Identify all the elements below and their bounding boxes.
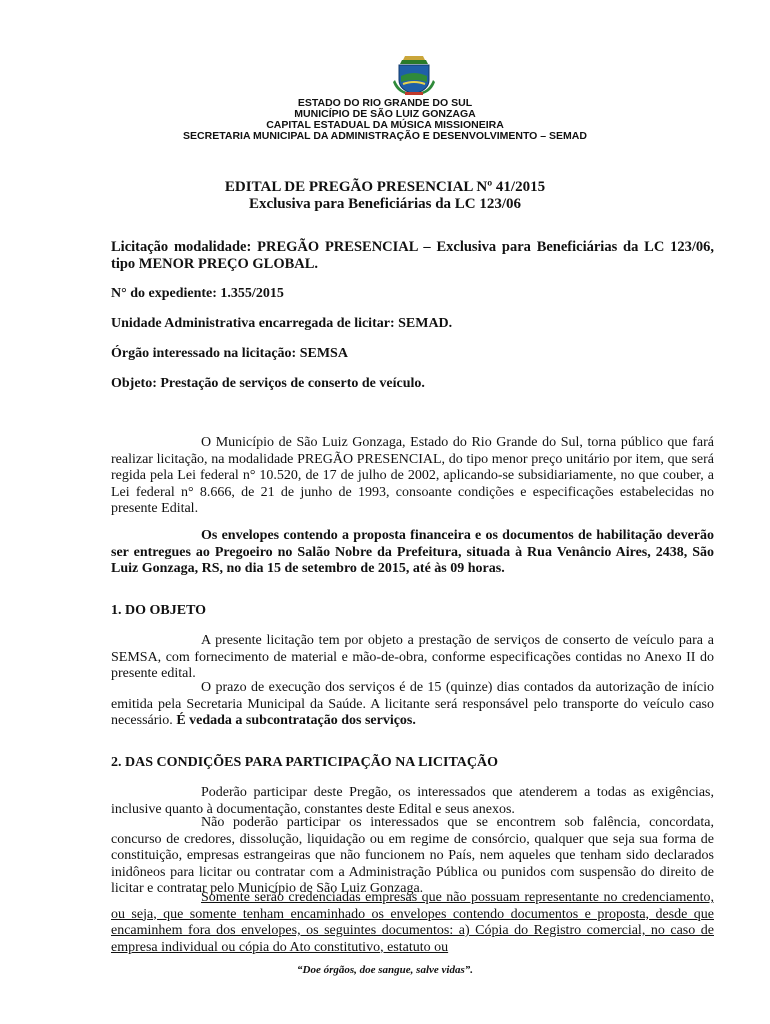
header-state: ESTADO DO RIO GRANDE DO SUL — [297, 97, 473, 109]
header-capital: CAPITAL ESTADUAL DA MÚSICA MISSIONEIRA — [266, 119, 504, 131]
field-objeto: Objeto: Prestação de serviços de conserto de veículo. — [111, 376, 425, 391]
section-2-paragraph-1: Poderão participar deste Pregão, os interessados que atenderem a todas as exigências, inclusive quanto à documentação, constantes deste Edital e seus anexos. — [111, 785, 714, 817]
section-1-paragraph-2 — [111, 680, 714, 730]
subcontracting-notice: É vedada a subcontratação dos serviços. — [176, 713, 416, 728]
header-municipality: MUNICÍPIO DE SÃO LUIZ GONZAGA — [294, 108, 476, 120]
field-orgao: Órgão interessado na licitação: SEMSA — [111, 346, 348, 361]
intro-envelopes-paragraph: Os envelopes contendo a proposta financeira e os documentos de habilitação deverão ser entregues ao Pregoeiro no Salão Nobre da Prefeitura, situada à Rua Venâncio Aires, 2438, São Luiz Gonzaga, RS, no dia 15 de setembro de 2015, até às 09 horas. — [111, 528, 714, 576]
field-unidade: Unidade Administrativa encarregada de licitar: SEMAD. — [111, 316, 453, 331]
section-1-paragraph-2-text: O prazo de execução dos serviços é de 15 (quinze) dias contados da autorização de início emitida pela Secretaria Municipal da Saúde. A licitante será responsável pelo transporte do veículo caso necessário. — [111, 680, 714, 728]
section-2-paragraph-2: Não poderão participar os interessados que se encontrem sob falência, concordata, concurso de credores, dissolução, liquidação ou em regime de consórcio, qualquer que seja sua forma de constituição, empresas estrangeiras que não funcionem no País, nem aqueles que tenham sido declarados inidôneos para licitar ou contratar com a Administração Pública ou punidos com suspensão do direito de licitar e contratar pelo Município de São Luiz Gonzaga. — [111, 815, 714, 896]
municipal-crest-icon — [393, 54, 435, 96]
section-2-heading: 2. DAS CONDIÇÕES PARA PARTICIPAÇÃO NA LICITAÇÃO — [111, 755, 499, 770]
section-1-heading: 1. DO OBJETO — [111, 603, 207, 618]
footer-slogan: “Doe órgãos, doe sangue, salve vidas”. — [297, 964, 473, 976]
edital-subtitle: Exclusiva para Beneficiárias da LC 123/06 — [248, 196, 522, 212]
header-secretariat: SECRETARIA MUNICIPAL DA ADMINISTRAÇÃO E DESENVOLVIMENTO – SEMAD — [183, 130, 587, 142]
section-1-paragraph-1-text: A presente licitação tem por objeto a prestação de serviços de conserto de veículo para a SEMSA, com fornecimento de material e mão-de-obra, conforme especificações contidas no Anexo II do presente edital. — [111, 633, 714, 681]
edital-title: EDITAL DE PREGÃO PRESENCIAL Nº 41/2015 — [224, 179, 546, 195]
section-2-paragraph-3: Somente serão credenciadas empresas que não possuam representante no credenciamento, ou seja, que somente tenham encaminhado os envelopes contendo documentos e proposta, desde que encaminhem fora dos envelopes, os seguintes documentos: a) Cópia do Registro comercial, no caso de empresa individual ou cópia do Ato constitutivo, estatuto ou — [111, 890, 714, 955]
field-modalidade: Licitação modalidade: PREGÃO PRESENCIAL – Exclusiva para Beneficiárias da LC 123/06, tipo MENOR PREÇO GLOBAL. — [111, 239, 714, 272]
intro-paragraph: O Município de São Luiz Gonzaga, Estado do Rio Grande do Sul, torna público que fará realizar licitação, na modalidade PREGÃO PRESENCIAL, do tipo menor preço unitário por item, que será regida pela Lei federal n° 10.520, de 17 de julho de 2002, aplicando-se subsidiariamente, no que couber, a Lei federal n° 8.666, de 21 de junho de 1993, consoante condições e especificações estabelecidas no presente Edital. — [111, 435, 714, 516]
section-1-paragraph-1 — [111, 633, 714, 683]
field-expediente: N° do expediente: 1.355/2015 — [111, 286, 284, 301]
